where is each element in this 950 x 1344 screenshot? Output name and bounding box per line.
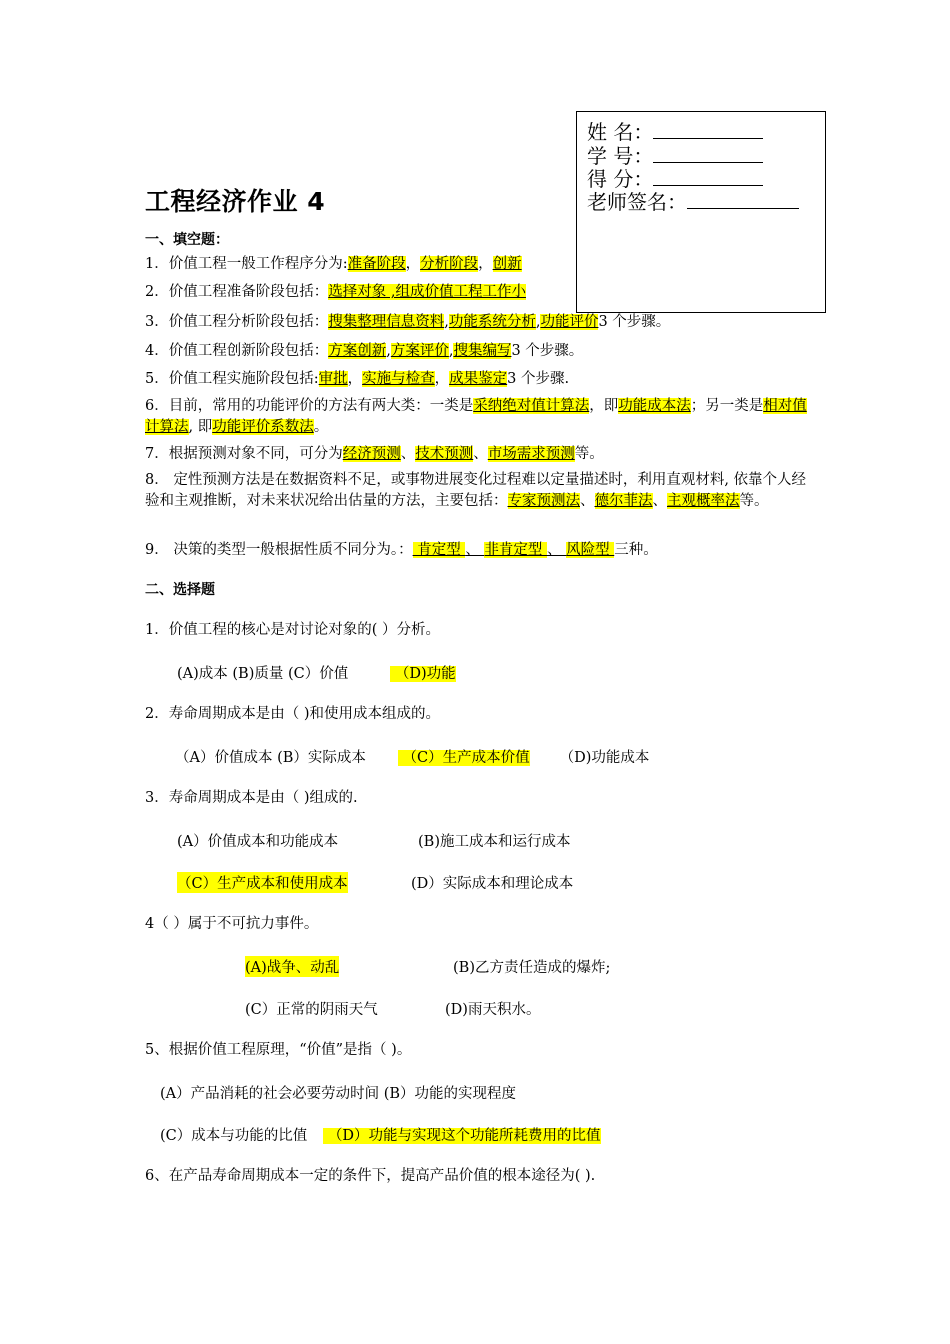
choice-question-3-option-d: (D）实际成本和理论成本 (411, 876, 574, 892)
score-row: 得 分： (587, 167, 763, 190)
fill-question-1: 1．价值工程一般工作程序分为:准备阶段，分析阶段，创新 (145, 256, 522, 272)
teacher-signature-row: 老师签名： (587, 190, 799, 213)
choice-question-4-option-a: (A)战争、动乱 (245, 956, 339, 977)
choice-question-1-stem: 1．价值工程的核心是对讨论对象的( ）分析。 (145, 622, 440, 638)
page-title: 工程经济作业 4 (145, 187, 326, 216)
teacher-signature-blank[interactable] (687, 190, 799, 209)
choice-question-4-option-d: (D)雨天积水。 (445, 1002, 541, 1018)
choice-question-4-option-c: (C）正常的阴雨天气 (245, 1002, 378, 1018)
choice-question-5-options-ab: (A）产品消耗的社会必要劳动时间 (B）功能的实现程度 (160, 1086, 517, 1102)
student-id-blank[interactable] (653, 144, 763, 163)
choice-question-4-stem: 4（ ）属于不可抗力事件。 (145, 916, 319, 932)
choice-question-3-stem: 3．寿命周期成本是由（ )组成的. (145, 790, 358, 806)
choice-question-5-stem: 5、根据价值工程原理，“价值”是指（ )。 (145, 1042, 412, 1058)
student-id-row: 学 号： (587, 144, 763, 167)
choice-question-5-options-cd: (C）成本与功能的比值 （D）功能与实现这个功能所耗费用的比值 (160, 1128, 601, 1144)
fill-question-2: 2．价值工程准备阶段包括：选择对象 ,组成价值工程工作小 (145, 284, 526, 300)
choice-question-6-stem: 6、在产品寿命周期成本一定的条件下，提高产品价值的根本途径为( ). (145, 1168, 596, 1184)
choice-question-3-option-a: (A）价值成本和功能成本 (177, 834, 339, 850)
fill-question-4: 4．价值工程创新阶段包括：方案创新,方案评价,搜集编写3 个步骤。 (145, 343, 584, 359)
choice-question-3-option-b: (B)施工成本和运行成本 (418, 834, 571, 850)
student-info-box (576, 111, 826, 313)
fill-question-6: 6．目前，常用的功能评价的方法有两大类：一类是采纳绝对值计算法，即功能成本法；另一类是相对值计算法, 即功能评价系数法。 (145, 398, 807, 435)
fill-question-8: 8． 定性预测方法是在数据资料不足，或事物进展变化过程难以定量描述时，利用直观材料, 依靠个人经验和主观推断，对未来状况给出估量的方法，主要包括：专家预测法、德尔菲法、主观概率法等。 (145, 472, 807, 509)
choice-question-2-options: （A）价值成本 (B）实际成本 （C）生产成本价值 （D)功能成本 (175, 750, 650, 766)
choice-question-2-stem: 2．寿命周期成本是由（ )和使用成本组成的。 (145, 706, 440, 722)
fill-question-3: 3．价值工程分析阶段包括：搜集整理信息资料,功能系统分析,功能评价3 个步骤。 (145, 314, 671, 330)
section-heading-choice: 二、选择题 (145, 582, 215, 598)
fill-question-7: 7．根据预测对象不同，可分为经济预测、技术预测、市场需求预测等。 (145, 446, 604, 462)
fill-question-9: 9． 决策的类型一般根据性质不同分为。： 肯定型 、 非肯定型 、 风险型 三种。 (145, 542, 658, 558)
score-blank[interactable] (653, 167, 763, 186)
choice-question-3-option-c: （C）生产成本和使用成本 (177, 872, 348, 893)
choice-question-1-options: (A)成本 (B)质量 (C）价值 （D)功能 (177, 666, 456, 682)
name-row: 姓 名： (587, 120, 763, 143)
section-heading-fill-in: 一、填空题： (145, 232, 229, 248)
fill-question-5: 5．价值工程实施阶段包括:审批，实施与检查，成果鉴定3 个步骤. (145, 371, 570, 387)
name-blank[interactable] (653, 120, 763, 139)
choice-question-4-option-b: (B)乙方责任造成的爆炸; (453, 960, 611, 976)
